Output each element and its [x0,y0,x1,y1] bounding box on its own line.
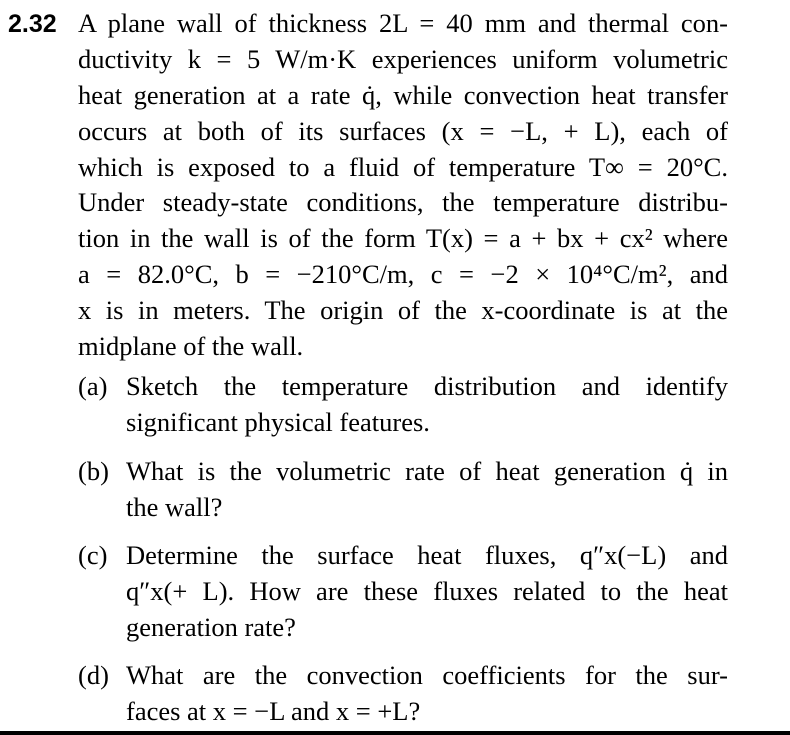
part-line: q″x(+ L). How are these fluxes related to the heat [126,575,728,606]
statement-line: heat generation at a rate q̇, while convection heat transfer [78,79,728,110]
part-line: generation rate? [126,611,296,642]
statement-line: Under steady-state conditions, the temperature distribu- [78,187,728,218]
part-line: What is the volumetric rate of heat generation q̇ in [126,456,728,486]
part-line: faces at x = −L and x = +L? [126,695,421,726]
part-label: (a) [78,371,108,401]
part-a [78,369,728,441]
part-line: Sketch the temperature distribution and identify [126,371,728,401]
statement-line: A plane wall of thickness 2L = 40 mm and thermal con- [78,8,728,38]
statement-line: midplane of the wall. [78,331,304,362]
part-text [126,369,728,441]
part-label: (b) [78,456,109,486]
statement-line: occurs at both of its surfaces (x = −L, + L), each of [78,115,728,146]
statement-line: ductivity k = 5 W/m·K experiences uniform volumetric [78,43,728,74]
problem-statement [78,6,728,365]
problem-number: 2.32 [8,10,57,38]
part-text [126,538,728,646]
statement-line: a = 82.0°C, b = −210°C/m, c = −2 × 10⁴°C/m², and [78,259,728,290]
part-label: (c) [78,540,108,570]
part-b [78,454,728,526]
part-text [126,454,728,526]
statement-line: x is in meters. The origin of the x-coordinate is at the [78,295,728,326]
part-text [126,658,728,730]
part-line: the wall? [126,491,223,522]
bottom-rule [0,731,790,735]
part-label: (d) [78,660,109,690]
part-line: significant physical features. [126,406,430,437]
statement-line: which is exposed to a fluid of temperature T∞ = 20°C. [78,151,728,182]
statement-line: tion in the wall is of the form T(x) = a + bx + cx² where [78,223,728,254]
part-line: What are the convection coefficients for the sur- [126,660,728,690]
part-c [78,538,728,646]
part-line: Determine the surface heat fluxes, q″x(−L) and [126,540,728,570]
part-d [78,658,728,730]
